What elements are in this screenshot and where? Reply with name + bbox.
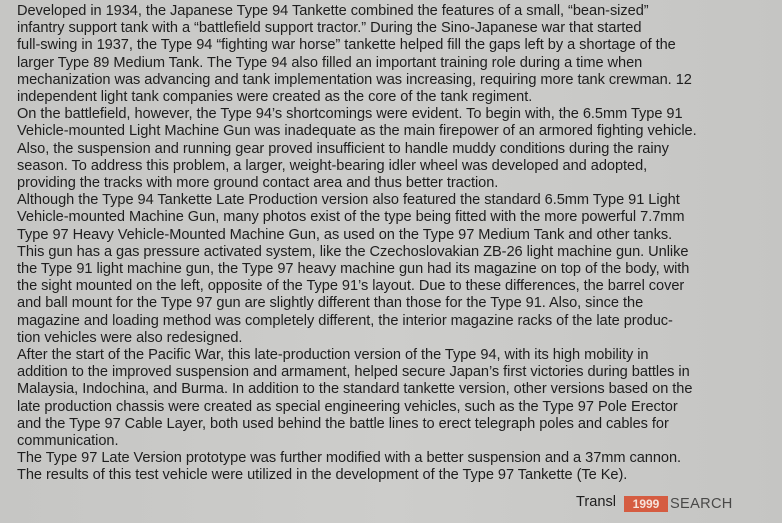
watermark-text: SEARCH — [670, 496, 733, 512]
translation-credit: Transl — [576, 494, 617, 510]
text-line: The Type 97 Late Version prototype was further modified with a better suspension and a 37mm cannon. — [17, 450, 682, 467]
text-line: addition to the improved suspension and armament, helped secure Japan’s first victories during battles in — [17, 364, 690, 381]
text-line: After the start of the Pacific War, this late-production version of the Type 94, with its high mobility in — [17, 347, 649, 364]
text-line: Malaysia, Indochina, and Burma. In addition to the standard tankette version, other versions based on the — [17, 381, 693, 398]
text-line: Developed in 1934, the Japanese Type 94 Tankette combined the features of a small, “bean-sized” — [17, 3, 649, 19]
article-body — [17, 3, 777, 485]
text-line: and ball mount for the Type 97 gun are slightly different than those for the Type 91. Also, since the — [17, 295, 644, 312]
text-line: independent light tank companies were created as the core of the tank regiment. — [17, 89, 533, 106]
text-line: The results of this test vehicle were utilized in the development of the Type 97 Tankette (Te Ke). — [17, 467, 628, 484]
text-line: Vehicle-mounted Machine Gun, many photos exist of the type being fitted with the more powerful 7.7mm — [17, 209, 685, 226]
text-line: Type 97 Heavy Vehicle-Mounted Machine Gun, as used on the Type 97 Medium Tank and other tanks. — [17, 226, 673, 243]
text-line: providing the tracks with more ground contact area and thus better traction. — [17, 175, 499, 192]
text-line: Also, the suspension and running gear proved insufficient to handle muddy conditions during the rainy — [17, 140, 669, 157]
text-line: magazine and loading method was completely different, the interior magazine racks of the late produc- — [17, 312, 673, 329]
text-line: and the Type 97 Cable Layer, both used behind the battle lines to erect telegraph poles and cables for — [17, 415, 669, 432]
watermark — [624, 494, 782, 514]
text-line: Although the Type 94 Tankette Late Production version also featured the standard 6.5mm Type 91 Light — [17, 192, 680, 209]
text-line: On the battlefield, however, the Type 94’s shortcomings were evident. To begin with, the 6.5mm Type 91 — [17, 106, 683, 123]
text-line: the sight mounted on the left, opposite of the Type 91’s layout. Due to these differences, the barrel cover — [17, 278, 685, 295]
text-line: communication. — [17, 433, 119, 450]
text-line: Vehicle-mounted Light Machine Gun was inadequate as the main firepower of an armored fighting vehicle. — [17, 123, 697, 140]
text-line: tion vehicles were also redesigned. — [17, 329, 243, 346]
text-line: late production chassis were created as special engineering vehicles, such as the Type 97 Pole Erector — [17, 398, 678, 415]
text-line: mechanization was advancing and tank implementation was increasing, requiring more tank crewman. 12 — [17, 71, 692, 88]
text-line: This gun has a gas pressure activated system, like the Czechoslovakian ZB-26 light machine gun. Unlike — [17, 243, 689, 260]
text-line: season. To address this problem, a larger, weight-bearing idler wheel was developed and adopted, — [17, 157, 648, 174]
text-line: infantry support tank with a “battlefield support tractor.” During the Sino-Japanese war that started — [17, 20, 642, 37]
text-line: larger Type 89 Medium Tank. The Type 94 also filled an important training role during a time when — [17, 54, 643, 71]
text-line: the Type 91 light machine gun, the Type 97 heavy machine gun had its magazine on top of the body, with — [17, 261, 690, 278]
text-line: full-swing in 1937, the Type 94 “fighting war horse” tankette helped fill the gaps left by a shortage of the — [17, 37, 676, 54]
watermark-logo-icon: 1999 — [624, 496, 668, 512]
